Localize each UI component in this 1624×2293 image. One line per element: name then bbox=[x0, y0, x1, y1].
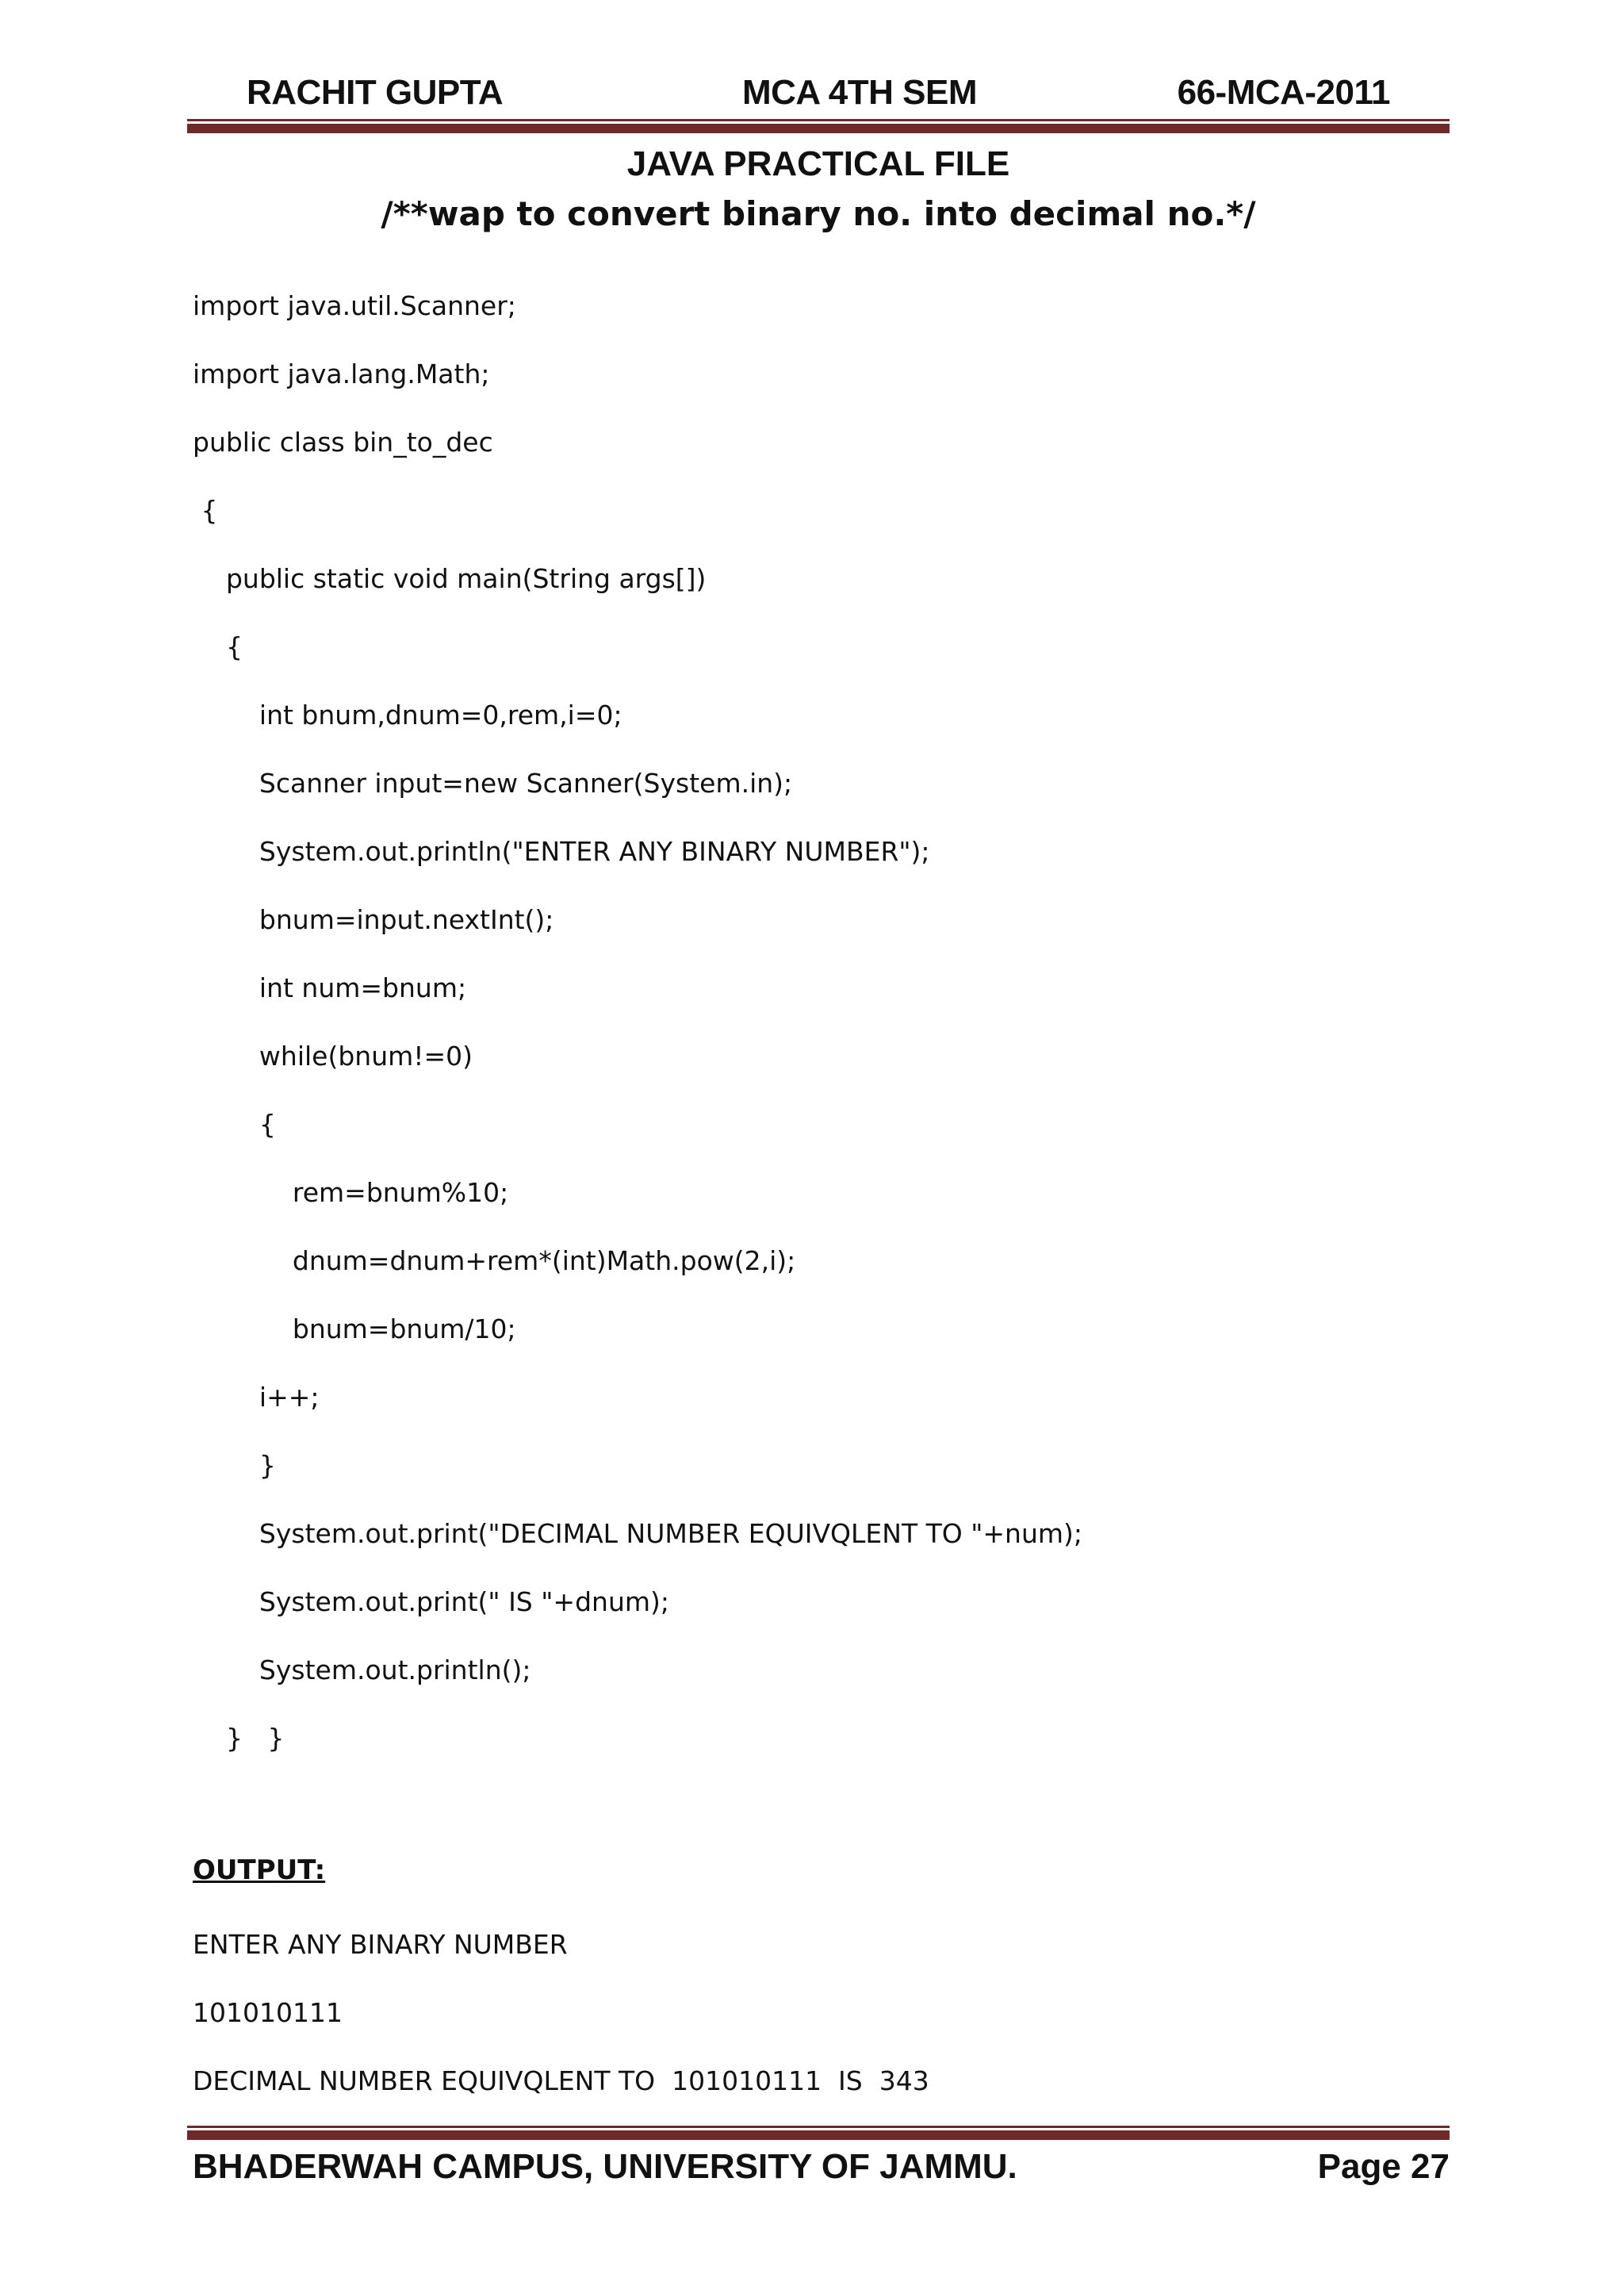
code-line: import java.util.Scanner; bbox=[193, 290, 516, 321]
code-line: while(bnum!=0) bbox=[193, 1041, 473, 1072]
code-line: public class bin_to_dec bbox=[193, 427, 493, 458]
code-line: int num=bnum; bbox=[193, 972, 467, 1003]
code-line: i++; bbox=[193, 1382, 320, 1413]
code-line: System.out.println("ENTER ANY BINARY NUMBER"); bbox=[193, 836, 930, 867]
header-rule-thin bbox=[187, 119, 1450, 121]
output-line: 101010111 bbox=[193, 1997, 343, 2028]
output-heading: OUTPUT: bbox=[193, 1854, 326, 1886]
page-title: JAVA PRACTICAL FILE bbox=[626, 144, 1010, 183]
code-line: { bbox=[193, 495, 218, 526]
code-line: import java.lang.Math; bbox=[193, 359, 490, 389]
footer-rule-thin bbox=[187, 2126, 1450, 2128]
header-student-name: RACHIT GUPTA bbox=[247, 73, 504, 112]
footer-rule-thick bbox=[187, 2130, 1450, 2140]
code-line: } bbox=[193, 1450, 276, 1481]
code-line: dnum=dnum+rem*(int)Math.pow(2,i); bbox=[193, 1245, 796, 1276]
code-line: bnum=input.nextInt(); bbox=[193, 904, 554, 935]
output-line: ENTER ANY BINARY NUMBER bbox=[193, 1929, 568, 1960]
code-line: public static void main(String args[]) bbox=[193, 563, 707, 594]
code-line: System.out.println(); bbox=[193, 1655, 531, 1685]
code-line: Scanner input=new Scanner(System.in); bbox=[193, 768, 793, 799]
program-description: /**wap to convert binary no. into decimal no.*/ bbox=[381, 194, 1256, 233]
footer-campus: BHADERWAH CAMPUS, UNIVERSITY OF JAMMU. bbox=[193, 2147, 1017, 2186]
code-line: System.out.print(" IS "+dnum); bbox=[193, 1586, 669, 1617]
header-rule bbox=[187, 119, 1450, 133]
footer-rule bbox=[187, 2126, 1450, 2140]
code-line: System.out.print("DECIMAL NUMBER EQUIVQLENT TO "+num); bbox=[193, 1518, 1083, 1549]
header-rule-thick bbox=[187, 124, 1450, 133]
output-listing bbox=[193, 1926, 929, 2130]
output-line: DECIMAL NUMBER EQUIVQLENT TO 101010111 IS 343 bbox=[193, 2065, 929, 2096]
code-line: } } bbox=[193, 1723, 285, 1754]
page-header bbox=[187, 73, 1450, 121]
code-listing bbox=[193, 287, 1082, 1788]
footer-page-number: Page 27 bbox=[1317, 2147, 1450, 2186]
header-semester: MCA 4TH SEM bbox=[742, 73, 977, 112]
code-line: { bbox=[193, 631, 243, 662]
code-line: bnum=bnum/10; bbox=[193, 1313, 516, 1344]
code-line: int bnum,dnum=0,rem,i=0; bbox=[193, 700, 622, 730]
code-line: rem=bnum%10; bbox=[193, 1177, 509, 1208]
code-line: { bbox=[193, 1109, 276, 1140]
header-roll-number: 66-MCA-2011 bbox=[1177, 73, 1390, 112]
